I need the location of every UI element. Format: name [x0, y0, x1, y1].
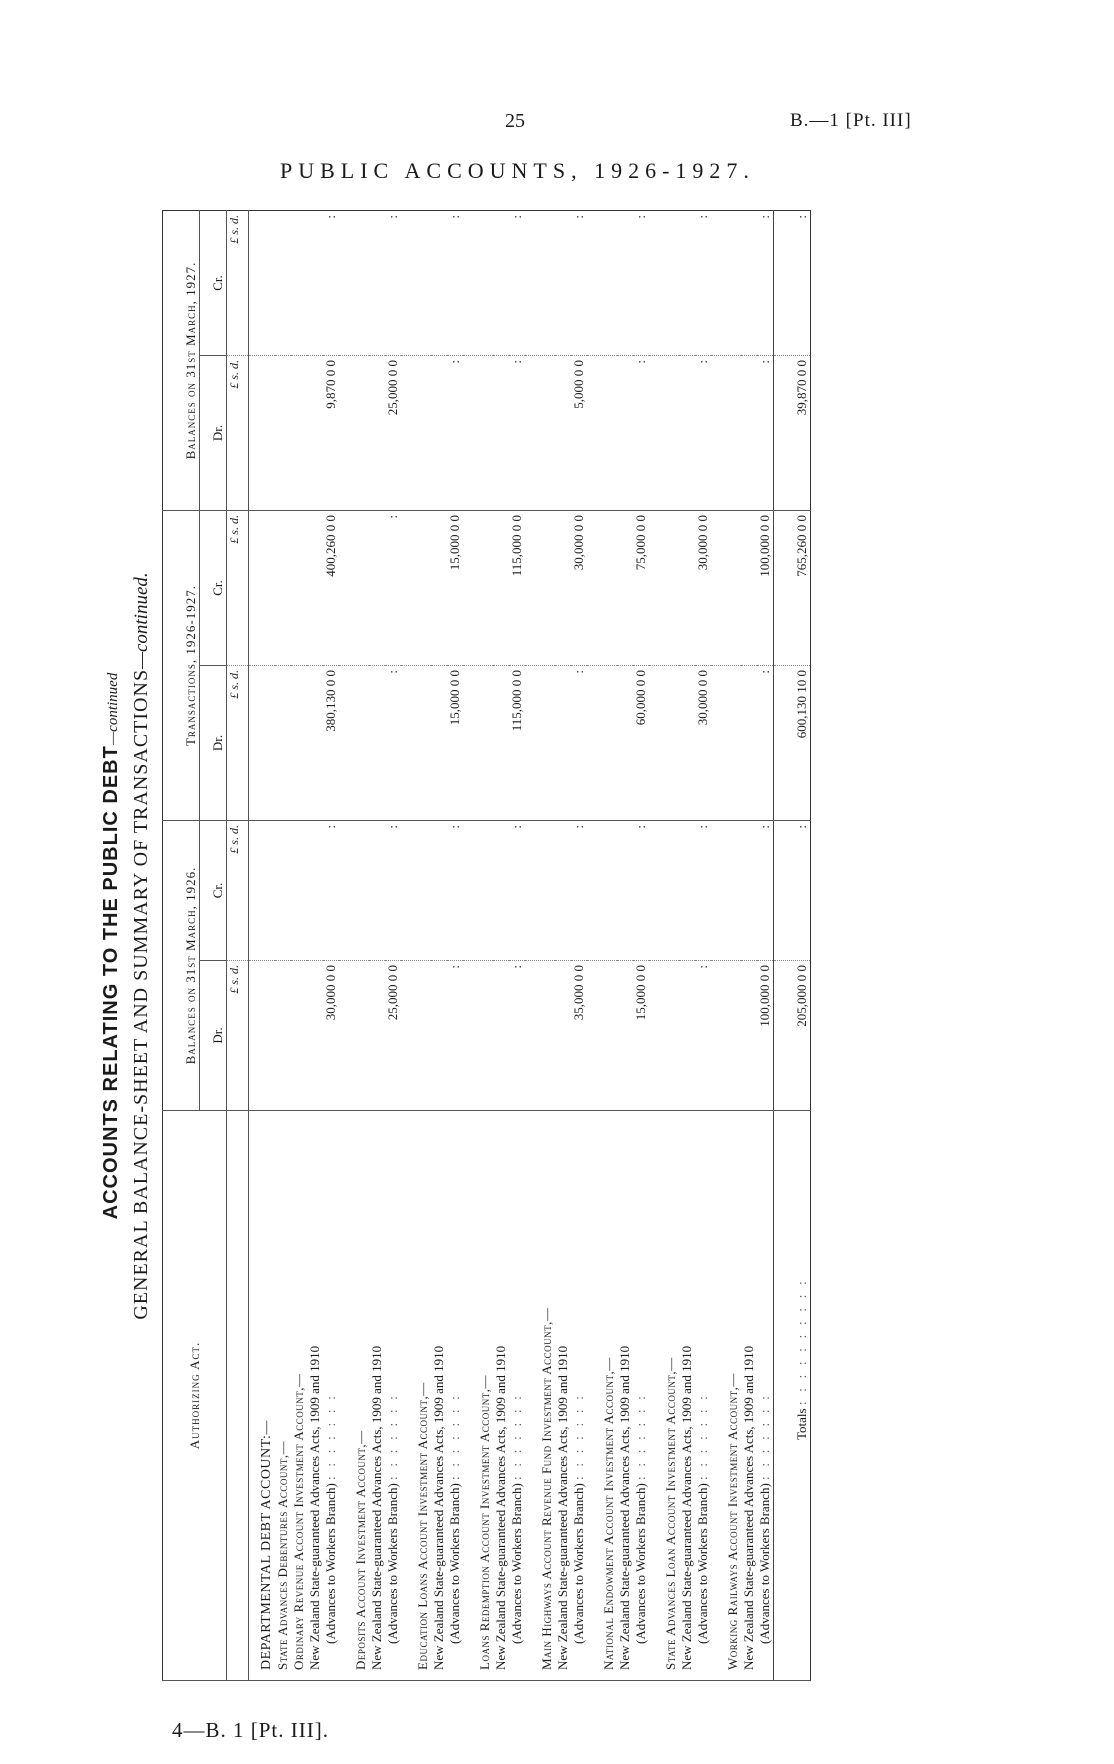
account-note: (Advances to Workers Branch): [571, 1483, 586, 1644]
tr-cr-value: 30,000 0 0: [571, 511, 587, 666]
tr-cr-value: 115,000 0 0: [509, 511, 525, 666]
account-act: New Zealand State-guaranteed Advances Acts, 1909 and 1910: [741, 1111, 757, 1681]
account-name-row: [711, 211, 741, 1681]
b27-cr-value: :: [385, 211, 401, 356]
total-b27-cr: :: [774, 211, 811, 356]
col-balances-1926: Balances on 31st March, 1926.: [163, 821, 200, 1111]
account-act: New Zealand State-guaranteed Advances Acts, 1909 and 1910: [679, 1111, 695, 1681]
section-heading: DEPARTMENTAL DEBT ACCOUNT:—: [249, 1111, 276, 1681]
account-values-row: [695, 211, 711, 1681]
account-note: (Advances to Workers Branch): [447, 1483, 462, 1644]
col-authorizing-act: Authorizing Act.: [163, 1111, 227, 1681]
account-act-row: [555, 211, 571, 1681]
main-title-text: ACCOUNTS RELATING TO THE PUBLIC DEBT: [100, 745, 122, 1220]
b27-dr-value: :: [757, 356, 774, 511]
b27-dr-value: 5,000 0 0: [571, 356, 587, 511]
b26-cr-value: :: [323, 821, 339, 961]
account-act-row: [741, 211, 757, 1681]
tr-cr-value: :: [385, 511, 401, 666]
account-name: Main Highways Account Revenue Fund Investment Account,—: [525, 1111, 555, 1681]
account-note: (Advances to Workers Branch): [323, 1483, 338, 1644]
account-act-row: [307, 211, 323, 1681]
account-act: New Zealand State-guaranteed Advances Acts, 1909 and 1910: [555, 1111, 571, 1681]
currency-label: £ s. d.: [227, 356, 249, 511]
tr-dr-value: :: [571, 666, 587, 821]
col-transactions: Transactions, 1926-1927.: [163, 511, 200, 821]
totals-label: Totals : : : : : : : : : :: [774, 1111, 811, 1681]
account-name-row: [401, 211, 431, 1681]
account-name: Ordinary Revenue Account Investment Account,—: [291, 1111, 307, 1681]
b26-cr-value: :: [571, 821, 587, 961]
b26-cr-value: :: [509, 821, 525, 961]
b27-cr-value: :: [447, 211, 463, 356]
total-b26-dr: 205,000 0 0: [774, 961, 811, 1111]
tr-dr-value: 15,000 0 0: [447, 666, 463, 821]
total-tr-dr: 600,130 10 0: [774, 666, 811, 821]
b26-dr-value: 30,000 0 0: [323, 961, 339, 1111]
b27-dr-value: 25,000 0 0: [385, 356, 401, 511]
account-act-row: [369, 211, 385, 1681]
account-note: (Advances to Workers Branch): [385, 1483, 400, 1644]
col-tr-dr: Dr.: [200, 666, 227, 821]
tr-dr-value: 30,000 0 0: [695, 666, 711, 821]
currency-label: £ s. d.: [227, 961, 249, 1111]
tr-dr-value: :: [757, 666, 774, 821]
account-note: (Advances to Workers Branch): [509, 1483, 524, 1644]
b26-cr-value: :: [385, 821, 401, 961]
b27-dr-value: :: [509, 356, 525, 511]
col-b26-dr: Dr.: [200, 961, 227, 1111]
account-act-row: [679, 211, 695, 1681]
account-name-row: [587, 211, 617, 1681]
account-values-row: [571, 211, 587, 1681]
account-name: State Advances Loan Account Investment Account,—: [649, 1111, 679, 1681]
sub-title-text: GENERAL BALANCE-SHEET AND SUMMARY OF TRANSACTIONS: [130, 668, 152, 1320]
sub-title: [130, 211, 153, 1681]
b27-cr-value: :: [323, 211, 339, 356]
account-act-row: [431, 211, 447, 1681]
b27-dr-value: :: [695, 356, 711, 511]
b26-cr-value: :: [633, 821, 649, 961]
col-b26-cr: Cr.: [200, 821, 227, 961]
currency-label: £ s. d.: [227, 821, 249, 961]
col-tr-cr: Cr.: [200, 511, 227, 666]
publication-title: PUBLIC ACCOUNTS, 1926-1927.: [280, 158, 755, 183]
account-act-row: [493, 211, 509, 1681]
col-balances-1927: Balances on 31st March, 1927.: [163, 211, 200, 511]
account-act: New Zealand State-guaranteed Advances Acts, 1909 and 1910: [307, 1111, 323, 1681]
b27-cr-value: :: [695, 211, 711, 356]
account-group-heading: State Advances Debentures Account,—: [275, 1111, 291, 1681]
b27-cr-value: :: [757, 211, 774, 356]
account-name-row: [463, 211, 493, 1681]
b26-dr-value: 100,000 0 0: [757, 961, 774, 1111]
page-number: 25: [505, 110, 525, 132]
b26-dr-value: 25,000 0 0: [385, 961, 401, 1111]
account-act: New Zealand State-guaranteed Advances Acts, 1909 and 1910: [617, 1111, 633, 1681]
main-title-continued: —continued: [105, 672, 121, 746]
sub-title-continued: —continued.: [131, 572, 152, 669]
account-act-row: [617, 211, 633, 1681]
main-title: [100, 211, 123, 1681]
account-values-row: [385, 211, 401, 1681]
col-b27-cr: Cr.: [200, 211, 227, 356]
account-note-cell: (Advances to Workers Branch) : : : : : : :: [447, 1111, 463, 1681]
account-name-row: [339, 211, 369, 1681]
tr-dr-value: 115,000 0 0: [509, 666, 525, 821]
b26-dr-value: :: [509, 961, 525, 1111]
account-name-row: [525, 211, 555, 1681]
total-b27-dr: 39,870 0 0: [774, 356, 811, 511]
tr-dr-value: 380,130 0 0: [323, 666, 339, 821]
account-values-row: [447, 211, 463, 1681]
tr-cr-value: 75,000 0 0: [633, 511, 649, 666]
account-name: Deposits Account Investment Account,—: [339, 1111, 369, 1681]
b27-dr-value: :: [447, 356, 463, 511]
b27-cr-value: :: [509, 211, 525, 356]
tr-dr-value: :: [385, 666, 401, 821]
account-name: National Endowment Account Investment Account,—: [587, 1111, 617, 1681]
footer-reference: 4—B. 1 [Pt. III].: [172, 1718, 329, 1742]
total-b26-cr: :: [774, 821, 811, 961]
account-values-row: [633, 211, 649, 1681]
account-values-row: [757, 211, 774, 1681]
account-note-cell: (Advances to Workers Branch) : : : : : : :: [695, 1111, 711, 1681]
account-note: (Advances to Workers Branch): [757, 1483, 772, 1644]
b26-dr-value: 15,000 0 0: [633, 961, 649, 1111]
b26-dr-value: 35,000 0 0: [571, 961, 587, 1111]
account-note-cell: (Advances to Workers Branch) : : : : : : :: [633, 1111, 649, 1681]
document-reference: B.—1 [Pt. III]: [790, 110, 912, 131]
b26-cr-value: :: [757, 821, 774, 961]
account-note: (Advances to Workers Branch): [695, 1483, 710, 1644]
currency-label: £ s. d.: [227, 511, 249, 666]
totals-row: [774, 211, 811, 1681]
tr-cr-value: 400,260 0 0: [323, 511, 339, 666]
b27-cr-value: :: [633, 211, 649, 356]
currency-label: £ s. d.: [227, 666, 249, 821]
b26-cr-value: :: [695, 821, 711, 961]
account-note-cell: (Advances to Workers Branch) : : : : : : :: [509, 1111, 525, 1681]
account-note-cell: (Advances to Workers Branch) : : : : : : :: [757, 1111, 774, 1681]
b26-dr-value: :: [447, 961, 463, 1111]
account-name: Education Loans Account Investment Account,—: [401, 1111, 431, 1681]
account-note-cell: (Advances to Workers Branch) : : : : : : :: [571, 1111, 587, 1681]
account-values-row: [509, 211, 525, 1681]
tr-dr-value: 60,000 0 0: [633, 666, 649, 821]
account-act: New Zealand State-guaranteed Advances Acts, 1909 and 1910: [493, 1111, 509, 1681]
total-tr-cr: 765,260 0 0: [774, 511, 811, 666]
account-name-row: [649, 211, 679, 1681]
b26-dr-value: :: [695, 961, 711, 1111]
debt-account-table: [162, 210, 811, 1681]
b27-dr-value: 9,870 0 0: [323, 356, 339, 511]
account-note: (Advances to Workers Branch): [633, 1483, 648, 1644]
account-name: Loans Redemption Account Investment Account,—: [463, 1111, 493, 1681]
account-values-row: [323, 211, 339, 1681]
currency-label: £ s. d.: [227, 211, 249, 356]
b27-cr-value: :: [571, 211, 587, 356]
account-act: New Zealand State-guaranteed Advances Acts, 1909 and 1910: [431, 1111, 447, 1681]
tr-cr-value: 30,000 0 0: [695, 511, 711, 666]
b26-cr-value: :: [447, 821, 463, 961]
tr-cr-value: 15,000 0 0: [447, 511, 463, 666]
account-name-row: [291, 211, 307, 1681]
account-act: New Zealand State-guaranteed Advances Acts, 1909 and 1910: [369, 1111, 385, 1681]
tr-cr-value: 100,000 0 0: [757, 511, 774, 666]
rotated-table-block: [100, 211, 950, 1681]
account-name: Working Railways Account Investment Account,—: [711, 1111, 741, 1681]
account-note-cell: (Advances to Workers Branch) : : : : : : :: [323, 1111, 339, 1681]
b27-dr-value: :: [633, 356, 649, 511]
col-b27-dr: Dr.: [200, 356, 227, 511]
account-note-cell: (Advances to Workers Branch) : : : : : : :: [385, 1111, 401, 1681]
